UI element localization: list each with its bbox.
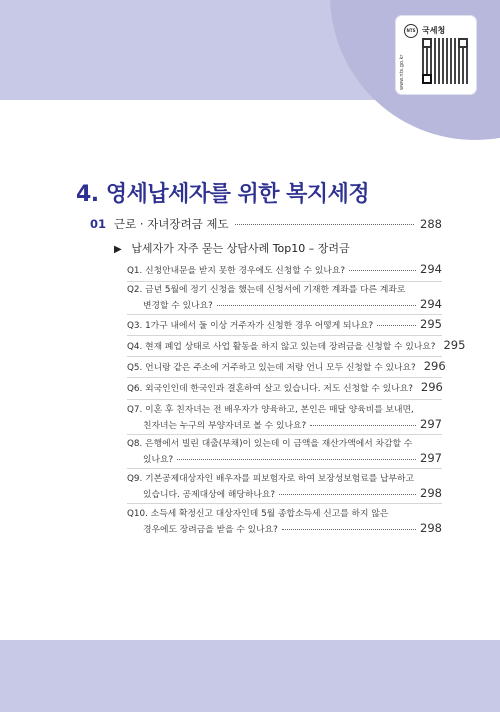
question-page: 295: [420, 317, 442, 331]
list-item[interactable]: [127, 437, 442, 467]
question-text: Q7. 이혼 후 친자녀는 전 배우자가 양육하고, 본인은 매달 양육비를 보내면,: [127, 405, 414, 415]
list-item[interactable]: [127, 262, 442, 278]
divider: [127, 503, 442, 504]
question-text-cont: 있나요?: [143, 455, 174, 465]
divider: [127, 377, 442, 378]
section-row[interactable]: [90, 216, 442, 232]
question-page: 297: [420, 451, 442, 465]
section-number: 01: [90, 217, 107, 231]
question-page: 298: [420, 521, 442, 535]
subsection-label: 납세자가 자주 묻는 상담사례 Top10 – 장려금: [131, 242, 350, 255]
divider: [127, 434, 442, 435]
divider: [127, 356, 442, 357]
triangle-bullet-icon: ▶: [114, 244, 122, 255]
list-item[interactable]: [127, 317, 442, 333]
dot-leader: [235, 224, 414, 225]
qr-url: www.nts.go.kr: [399, 54, 405, 90]
section-page: 288: [420, 217, 442, 231]
qr-title: 국세청: [422, 26, 446, 35]
question-text: Q10. 소득세 확정신고 대상자인데 5월 종합소득세 신고를 하지 않은: [127, 509, 389, 519]
divider: [127, 468, 442, 469]
list-item[interactable]: [127, 380, 442, 396]
question-text-cont: 친자녀는 누구의 부양자녀로 볼 수 있나요?: [143, 421, 307, 431]
question-text: Q6. 외국인인데 한국인과 결혼하여 살고 있습니다. 저도 신청할 수 있나요?: [127, 384, 413, 394]
question-text: Q5. 언니랑 같은 주소에 거주하고 있는데 저랑 언니 모두 신청할 수 있나요?: [127, 363, 416, 373]
list-item[interactable]: [127, 403, 442, 433]
divider: [127, 281, 442, 282]
question-text: Q2. 금년 5월에 정기 신청을 했는데 신청서에 기재한 계좌를 다른 계좌로: [127, 285, 406, 295]
list-item[interactable]: [127, 359, 446, 375]
dot-leader: [282, 529, 416, 530]
dot-leader: [217, 305, 416, 306]
question-text-cont: 경우에도 장려금을 받을 수 있나요?: [143, 525, 278, 535]
question-text: Q9. 기본공제대상자인 배우자를 피보험자로 하여 보장성보험료를 납부하고: [127, 474, 415, 484]
dot-leader: [310, 425, 416, 426]
qr-corner-marker: [422, 74, 432, 84]
footer-band: [0, 640, 500, 712]
question-text: Q3. 1가구 내에서 둘 이상 거주자가 신청한 경우 어떻게 되나요?: [127, 321, 374, 331]
question-page: 297: [420, 417, 442, 431]
question-page: 298: [420, 486, 442, 500]
dot-leader: [349, 270, 416, 271]
list-item[interactable]: [127, 472, 442, 502]
divider: [127, 335, 442, 336]
list-item[interactable]: [127, 283, 442, 313]
list-item[interactable]: [127, 507, 442, 537]
question-text: Q1. 신청안내문을 받지 못한 경우에도 신청할 수 있나요?: [127, 266, 346, 276]
qr-card: [396, 16, 476, 94]
question-text-cont: 변경할 수 있나요?: [143, 301, 213, 311]
question-page: 294: [420, 297, 442, 311]
question-page: 295: [443, 338, 466, 352]
dot-leader: [279, 494, 416, 495]
question-text: Q4. 현재 폐업 상태로 사업 활동을 하지 않고 있는데 장려금을 신청할 수 있나요?: [127, 342, 436, 352]
divider: [127, 314, 442, 315]
section-label: 근로 · 자녀장려금 제도: [114, 217, 229, 231]
question-text-cont: 있습니다. 공제대상에 해당하나요?: [143, 490, 276, 500]
list-item[interactable]: [127, 338, 466, 354]
question-page: 294: [420, 262, 442, 276]
question-page: 296: [420, 380, 443, 394]
dot-leader: [377, 325, 416, 326]
divider: [127, 399, 442, 400]
question-page: 296: [423, 359, 446, 373]
subsection-row[interactable]: [114, 240, 350, 256]
nts-logo-text: NTS: [406, 28, 416, 33]
dot-leader: [177, 459, 416, 460]
nts-logo-icon: [404, 24, 418, 38]
question-text: Q8. 은행에서 빌린 대출(부채)이 있는데 이 금액을 재산가액에서 차감할 수: [127, 439, 413, 449]
chapter-title: 4. 영세납세자를 위한 복지세정: [76, 182, 370, 207]
